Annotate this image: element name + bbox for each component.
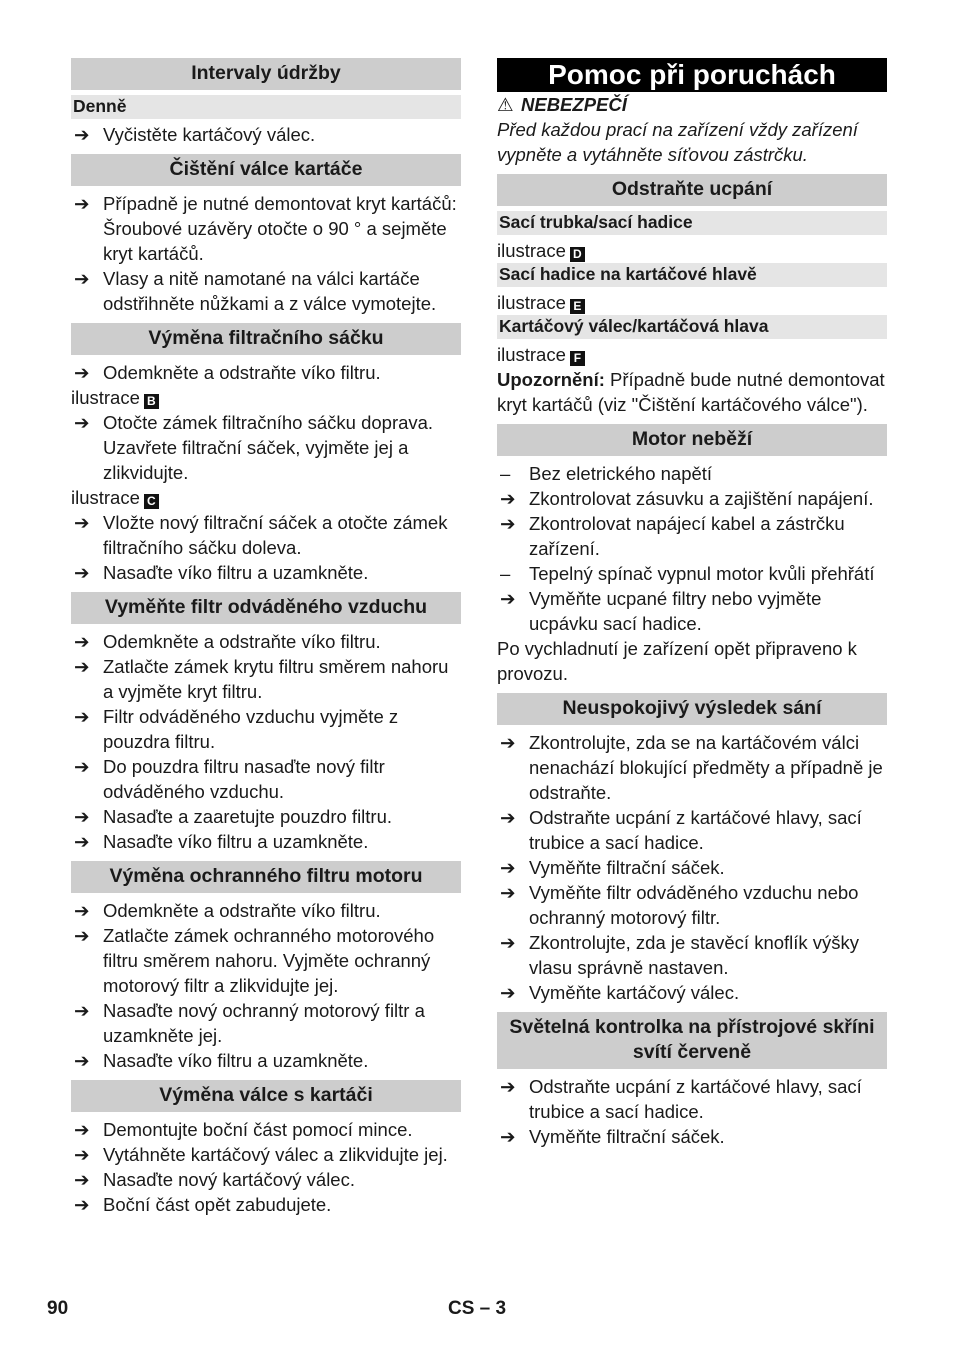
list-item: ➔ Boční část opět zabudujete. (74, 1194, 332, 1215)
illustration-ref: ilustrace F (497, 342, 887, 367)
arrow-right-icon: ➔ (74, 193, 90, 214)
list-item: ➔ Zkontrolovat zásuvku a zajištění napájení. (500, 488, 874, 509)
list-item: ➔ Odemkněte a odstraňte víko filtru. (74, 631, 381, 652)
list-item: ➔ Vyměňte filtr odváděného vzduchu nebo ochranný motorový filtr. (500, 882, 859, 928)
right-column (497, 58, 887, 1149)
arrow-right-icon: ➔ (74, 756, 90, 777)
section-title-lamp: Světelná kontrolka na přístrojové skříni svítí červeně (497, 1012, 887, 1069)
arrow-right-icon: ➔ (500, 513, 516, 534)
arrow-right-icon: ➔ (500, 588, 516, 609)
list-item-dash: – Tepelný spínač vypnul motor kvůli přehřátí (500, 563, 875, 584)
list-item: ➔ Odemkněte a odstraňte víko filtru. (74, 362, 381, 383)
list-item: ➔ Nasaďte nový ochranný motorový filtr a uzamkněte jej. (74, 1000, 425, 1046)
section-title-brush-roller: Výměna válce s kartáči (71, 1080, 461, 1112)
list-item: ➔ Vlasy a nitě namotané na válci kartáče odstřihněte nůžkami a z válce vymotejte. (74, 268, 437, 314)
list-item: ➔ Odstraňte ucpání z kartáčové hlavy, sací trubice a sací hadice. (500, 807, 862, 853)
arrow-right-icon: ➔ (74, 1000, 90, 1021)
warning-triangle-icon: ⚠ (497, 94, 514, 115)
list-item: ➔ Vytáhněte kartáčový válec a zlikvidujte jej. (74, 1144, 448, 1165)
arrow-right-icon: ➔ (74, 268, 90, 289)
list-item: ➔ Zkontrolovat napájecí kabel a zástrčku zařízení. (500, 513, 845, 559)
list-item: ➔ Nasaďte víko filtru a uzamkněte. (74, 831, 369, 852)
left-column (71, 58, 461, 1217)
dash-marker: – (500, 463, 511, 484)
subsection-brush-roller-head: Kartáčový válec/kartáčová hlava (497, 315, 887, 339)
page-number: 90 (47, 1298, 69, 1319)
illustration-ref: ilustrace B (71, 385, 461, 410)
list-item: ➔ Otočte zámek filtračního sáčku doprava. Uzavřete filtrační sáček, vyjměte jej a zlikvidujte. (74, 412, 434, 483)
arrow-right-icon: ➔ (500, 882, 516, 903)
arrow-right-icon: ➔ (74, 631, 90, 652)
list-item: ➔ Zatlačte zámek krytu filtru směrem nahoru a vyjměte kryt filtru. (74, 656, 449, 702)
illustration-letter-box: E (570, 299, 585, 314)
illustration-ref: ilustrace C (71, 485, 461, 510)
list-item: ➔ Vložte nový filtrační sáček a otočte zámek filtračního sáčku doleva. (74, 512, 448, 558)
danger-heading: ⚠ NEBEZPEČÍ (497, 94, 627, 115)
list-item-dash: – Bez eletrického napětí (500, 463, 713, 484)
subsection-daily: Denně (71, 95, 461, 119)
arrow-right-icon: ➔ (74, 831, 90, 852)
list-item: ➔ Vyměňte kartáčový válec. (500, 982, 740, 1003)
section-title-suction: Neuspokojivý výsledek sání (497, 693, 887, 725)
arrow-right-icon: ➔ (500, 1076, 516, 1097)
arrow-right-icon: ➔ (74, 1169, 90, 1190)
list-item: ➔ Zatlačte zámek ochranného motorového filtru směrem nahoru. Vyjměte ochranný motorový filtr a zlikvidujte jej. (74, 925, 435, 996)
arrow-right-icon: ➔ (74, 1194, 90, 1215)
list-item: ➔ Odemkněte a odstraňte víko filtru. (74, 900, 381, 921)
danger-text: Před každou prací na zařízení vždy zařízení vypněte a vytáhněte síťovou zástrčku. (497, 119, 858, 165)
arrow-right-icon: ➔ (500, 982, 516, 1003)
arrow-right-icon: ➔ (500, 488, 516, 509)
paragraph: Po vychladnutí je zařízení opět připraveno k provozu. (497, 638, 857, 684)
section-title-maintenance-intervals: Intervaly údržby (71, 58, 461, 90)
list-item: ➔ Případně je nutné demontovat kryt kartáčů: Šroubové uzávěry otočte o 90 ° a sejměte kryt kartáčů. (74, 193, 457, 264)
arrow-right-icon: ➔ (74, 1144, 90, 1165)
section-title-brush-cleaning: Čištění válce kartáče (71, 154, 461, 186)
arrow-right-icon: ➔ (500, 1126, 516, 1147)
illustration-letter-box: B (144, 394, 159, 409)
arrow-right-icon: ➔ (500, 932, 516, 953)
arrow-right-icon: ➔ (74, 562, 90, 583)
arrow-right-icon: ➔ (74, 656, 90, 677)
dash-marker: – (500, 563, 511, 584)
page-language-code: CS – 3 (448, 1298, 507, 1319)
illustration-ref: ilustrace E (497, 290, 887, 315)
illustration-ref: ilustrace D (497, 238, 887, 263)
section-title-exhaust-filter: Vyměňte filtr odváděného vzduchu (71, 592, 461, 624)
list-item: ➔ Vyměňte ucpané filtry nebo vyjměte ucpávku sací hadice. (500, 588, 822, 634)
section-title-filter-bag: Výměna filtračního sáčku (71, 323, 461, 355)
arrow-right-icon: ➔ (74, 806, 90, 827)
list-item: ➔ Odstraňte ucpání z kartáčové hlavy, sací trubice a sací hadice. (500, 1076, 862, 1122)
illustration-letter-box: D (570, 247, 585, 262)
list-item: ➔ Demontujte boční část pomocí mince. (74, 1119, 413, 1140)
page-title: Pomoc při poruchách (497, 58, 887, 92)
list-item: ➔ Nasaďte nový kartáčový válec. (74, 1169, 355, 1190)
arrow-right-icon: ➔ (74, 512, 90, 533)
list-item: ➔ Zkontrolujte, zda se na kartáčovém válci nenachází blokující předměty a případně je odstraňte. (500, 732, 883, 803)
subsection-suction-tube: Sací trubka/sací hadice (497, 211, 887, 235)
arrow-right-icon: ➔ (74, 1050, 90, 1071)
list-item: ➔ Vyměňte filtrační sáček. (500, 857, 725, 878)
arrow-right-icon: ➔ (74, 925, 90, 946)
arrow-right-icon: ➔ (74, 412, 90, 433)
list-item: ➔ Vyčistěte kartáčový válec. (74, 124, 316, 145)
arrow-right-icon: ➔ (74, 1119, 90, 1140)
list-item: ➔ Nasaďte a zaaretujte pouzdro filtru. (74, 806, 393, 827)
arrow-right-icon: ➔ (74, 900, 90, 921)
list-item: ➔ Zkontrolujte, zda je stavěcí knoflík výšky vlasu správně nastaven. (500, 932, 860, 978)
subsection-hose-brush-head: Sací hadice na kartáčové hlavě (497, 263, 887, 287)
illustration-letter-box: F (570, 351, 585, 366)
arrow-right-icon: ➔ (74, 124, 90, 145)
arrow-right-icon: ➔ (500, 732, 516, 753)
section-title-motor: Motor neběží (497, 424, 887, 456)
note: Upozornění: Případně bude nutné demontovat kryt kartáčů (viz "Čištění kartáčového válce"). (497, 369, 885, 415)
list-item: ➔ Filtr odváděného vzduchu vyjměte z pouzdra filtru. (74, 706, 399, 752)
arrow-right-icon: ➔ (74, 362, 90, 383)
list-item: ➔ Vyměňte filtrační sáček. (500, 1126, 725, 1147)
illustration-letter-box: C (144, 494, 159, 509)
arrow-right-icon: ➔ (500, 807, 516, 828)
section-title-clog: Odstraňte ucpání (497, 174, 887, 206)
arrow-right-icon: ➔ (500, 857, 516, 878)
section-title-motor-filter: Výměna ochranného filtru motoru (71, 861, 461, 893)
arrow-right-icon: ➔ (74, 706, 90, 727)
list-item: ➔ Nasaďte víko filtru a uzamkněte. (74, 562, 369, 583)
list-item: ➔ Do pouzdra filtru nasaďte nový filtr odváděného vzduchu. (74, 756, 385, 802)
list-item: ➔ Nasaďte víko filtru a uzamkněte. (74, 1050, 369, 1071)
